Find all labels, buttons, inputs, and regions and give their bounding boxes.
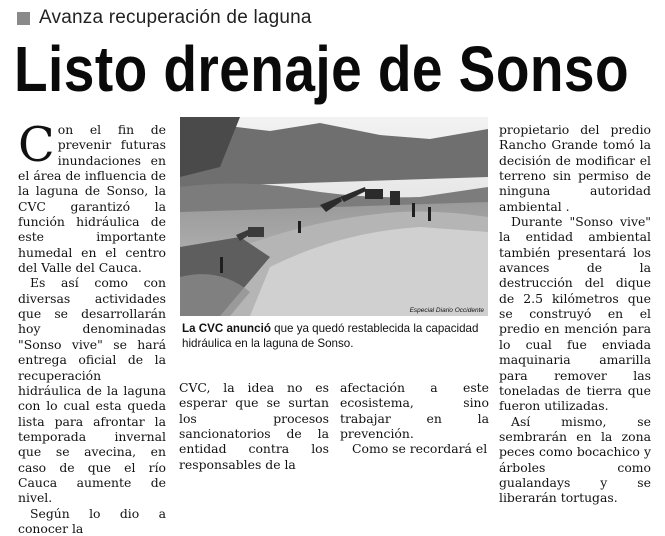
excavation-scene-image xyxy=(180,117,488,316)
paragraph-col2: CVC, la idea no es esperar que se surtan los procesos sancionatorios de la entidad contra los responsables de la xyxy=(179,380,329,472)
article-column-2 xyxy=(179,380,329,472)
article-column-1 xyxy=(18,117,166,536)
paragraph-3: Según lo dio a conocer la xyxy=(18,505,166,536)
paragraph-col4-3: Así mismo, se sembrarán en la zona peces como bocachico y árboles como gualandays y se liberarán tortugas. xyxy=(499,413,651,506)
paragraph-col3-1: afectación a este ecosistema, sino trabajar en la prevención. xyxy=(340,380,489,442)
paragraph-col3-2: Como se recordará el xyxy=(352,441,488,457)
article-column-3 xyxy=(340,380,489,457)
kicker-square-icon xyxy=(17,12,30,25)
article-column-4 xyxy=(499,122,651,506)
news-photo xyxy=(180,117,488,316)
caption-text: que ya quedó restablecida la capacidad hidráulica en la laguna de Sonso. xyxy=(182,322,479,350)
paragraph-1: Con el fin de prevenir futuras inundaciones en el área de influencia de la laguna de Sonso, la CVC garantizó la función hidráulica de este importante humedal en el centro del Valle del Cauca. xyxy=(18,117,166,276)
drop-cap: C xyxy=(18,117,55,173)
photo-caption xyxy=(182,322,486,351)
kicker xyxy=(17,6,312,30)
headline: Listo drenaje de Sonso xyxy=(14,33,630,105)
paragraph-2: Es así como con diversas actividades que se desarrollarán hoy denominadas "Sonso vive" se hará entrega oficial de la recuperación hidráulica de la laguna con lo cual esta queda lista para afrontar la temporada invernal que se avecina, en caso de que el río Cauca aumente de nivel. xyxy=(18,275,166,506)
photo-credit: Especial Diario Occidente xyxy=(409,307,484,314)
paragraph-col4-2: Durante "Sonso vive" la entidad ambiental también presentará los avances de la destrucción del dique de 2.5 kilómetros que se construyó en el predio en mención para lo cual fue enviada maquinaria amarilla para remover las toneladas de tierra que fueron utilizadas. xyxy=(499,214,651,414)
caption-lead: La CVC anunció xyxy=(182,322,271,335)
kicker-text: Avanza recuperación de laguna xyxy=(39,7,312,28)
paragraph-col4-1: propietario del predio Rancho Grande tomó la decisión de modificar el terreno sin permiso de ninguna autoridad ambiental . xyxy=(499,122,651,214)
